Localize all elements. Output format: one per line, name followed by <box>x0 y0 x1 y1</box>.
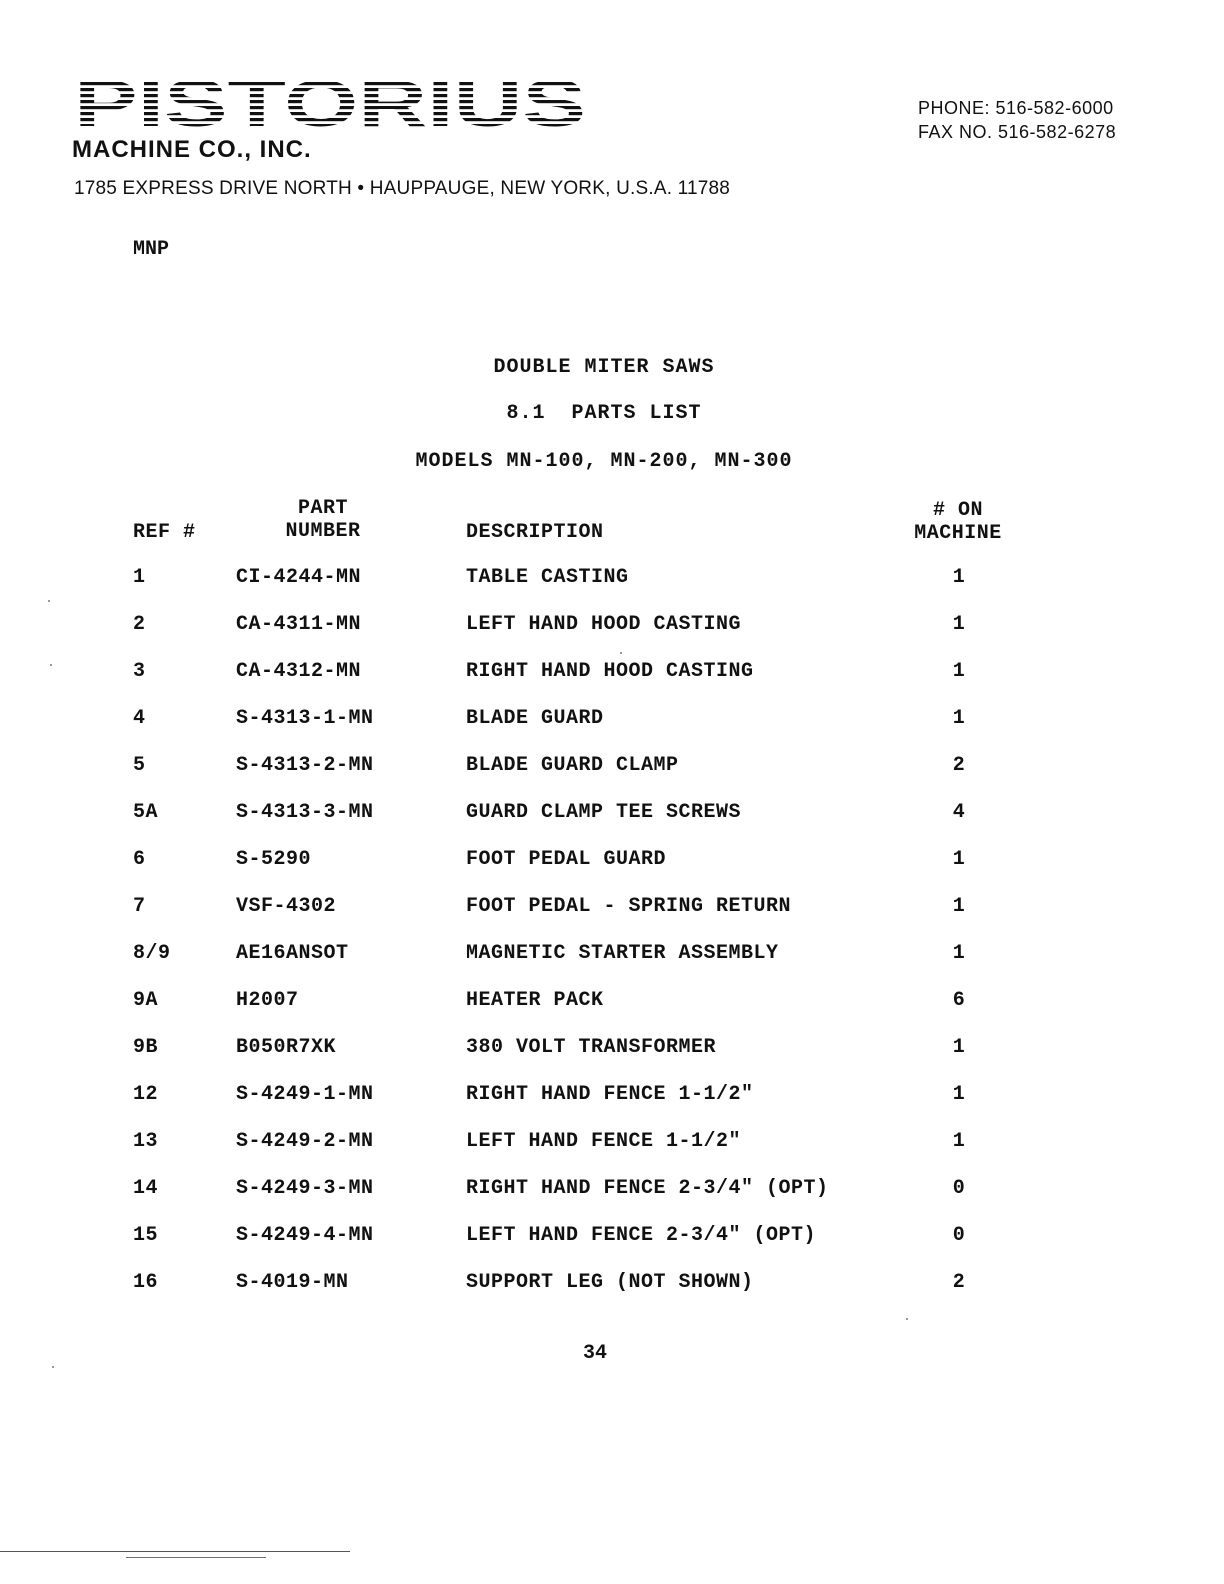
cell-description: RIGHT HAND FENCE 2-3/4" (OPT) <box>466 1177 829 1200</box>
cell-part-number: S-4313-2-MN <box>236 754 374 777</box>
column-header-quantity <box>900 499 1016 545</box>
cell-part-number: S-4249-4-MN <box>236 1224 374 1247</box>
cell-quantity: 1 <box>952 895 966 918</box>
cell-ref: 7 <box>133 895 146 918</box>
cell-part-number: AE16ANSOT <box>236 942 349 965</box>
cell-part-number: S-5290 <box>236 848 312 871</box>
column-header-qty-line2: MACHINE <box>914 522 1002 545</box>
cell-ref: 15 <box>133 1224 159 1247</box>
scan-speck <box>620 652 622 654</box>
cell-ref: 5 <box>133 754 146 777</box>
cell-description: LEFT HAND FENCE 2-3/4" (OPT) <box>466 1224 817 1247</box>
cell-part-number: S-4249-1-MN <box>236 1083 374 1106</box>
document-title: DOUBLE MITER SAWS <box>493 356 715 379</box>
table-row <box>0 707 1224 754</box>
cell-quantity: 1 <box>952 707 966 730</box>
table-row <box>0 566 1224 613</box>
scan-speck <box>906 1318 908 1320</box>
cell-description: GUARD CLAMP TEE SCREWS <box>466 801 742 824</box>
cell-part-number: S-4313-3-MN <box>236 801 374 824</box>
company-address: 1785 EXPRESS DRIVE NORTH • HAUPPAUGE, NEW YORK, U.S.A. 11788 <box>74 178 731 199</box>
cell-part-number: S-4249-3-MN <box>236 1177 374 1200</box>
column-header-part-line2: NUMBER <box>285 520 361 543</box>
section-heading: 8.1 PARTS LIST <box>506 402 702 425</box>
cell-quantity: 1 <box>952 1130 966 1153</box>
cell-part-number: H2007 <box>236 989 299 1012</box>
scan-speck <box>48 600 50 602</box>
cell-quantity: 6 <box>952 989 966 1012</box>
cell-description: FOOT PEDAL GUARD <box>466 848 667 871</box>
company-subtitle: MACHINE CO., INC. <box>72 136 312 163</box>
cell-description: LEFT HAND HOOD CASTING <box>466 613 742 636</box>
cell-description: MAGNETIC STARTER ASSEMBLY <box>466 942 779 965</box>
cell-quantity: 4 <box>952 801 966 824</box>
company-logo <box>74 76 586 130</box>
scan-speck <box>52 1366 54 1368</box>
table-row <box>0 1177 1224 1224</box>
table-row <box>0 660 1224 707</box>
table-row <box>0 942 1224 989</box>
cell-ref: 6 <box>133 848 146 871</box>
cell-description: BLADE GUARD <box>466 707 604 730</box>
cell-part-number: CA-4311-MN <box>236 613 362 636</box>
scan-speck <box>50 664 52 666</box>
cell-ref: 3 <box>133 660 146 683</box>
cell-ref: 4 <box>133 707 146 730</box>
page-number: 34 <box>582 1342 607 1365</box>
table-row <box>0 1271 1224 1318</box>
cell-quantity: 2 <box>952 754 966 777</box>
cell-quantity: 1 <box>952 1083 966 1106</box>
cell-quantity: 0 <box>952 1224 966 1247</box>
column-header-ref: REF # <box>133 521 196 544</box>
cell-ref: 5A <box>133 801 159 824</box>
cell-part-number: S-4019-MN <box>236 1271 349 1294</box>
cell-part-number: B050R7XK <box>236 1036 337 1059</box>
cell-ref: 2 <box>133 613 146 636</box>
column-header-qty-line1: # ON <box>932 499 983 522</box>
cell-description: LEFT HAND FENCE 1-1/2" <box>466 1130 742 1153</box>
scan-edge-line <box>0 1551 350 1552</box>
cell-ref: 12 <box>133 1083 159 1106</box>
cell-part-number: S-4249-2-MN <box>236 1130 374 1153</box>
table-row <box>0 1224 1224 1271</box>
cell-description: HEATER PACK <box>466 989 604 1012</box>
cell-part-number: VSF-4302 <box>236 895 337 918</box>
table-row <box>0 613 1224 660</box>
cell-description: BLADE GUARD CLAMP <box>466 754 679 777</box>
cell-description: SUPPORT LEG (NOT SHOWN) <box>466 1271 754 1294</box>
column-header-part-line1: PART <box>297 497 348 520</box>
cell-quantity: 1 <box>952 1036 966 1059</box>
table-row <box>0 754 1224 801</box>
svg-text:PISTORIUS: PISTORIUS <box>74 76 586 130</box>
scan-edge-line-blue <box>126 1557 266 1558</box>
table-row <box>0 895 1224 942</box>
cell-ref: 14 <box>133 1177 159 1200</box>
table-row <box>0 801 1224 848</box>
cell-quantity: 1 <box>952 942 966 965</box>
cell-quantity: 1 <box>952 566 966 589</box>
table-row <box>0 848 1224 895</box>
cell-ref: 8/9 <box>133 942 171 965</box>
table-row <box>0 1036 1224 1083</box>
fax-number: FAX NO. 516-582-6278 <box>918 122 1117 142</box>
cell-quantity: 1 <box>952 660 966 683</box>
cell-ref: 1 <box>133 566 146 589</box>
document-code: MNP <box>133 238 170 261</box>
cell-quantity: 2 <box>952 1271 966 1294</box>
cell-description: RIGHT HAND HOOD CASTING <box>466 660 754 683</box>
cell-ref: 13 <box>133 1130 159 1153</box>
cell-description: TABLE CASTING <box>466 566 629 589</box>
parts-table <box>0 566 1224 1318</box>
cell-description: 380 VOLT TRANSFORMER <box>466 1036 717 1059</box>
cell-ref: 9A <box>133 989 159 1012</box>
cell-ref: 16 <box>133 1271 159 1294</box>
table-row <box>0 1130 1224 1177</box>
cell-part-number: CI-4244-MN <box>236 566 362 589</box>
table-row <box>0 1083 1224 1130</box>
cell-part-number: S-4313-1-MN <box>236 707 374 730</box>
table-row <box>0 989 1224 1036</box>
phone-number: PHONE: 516-582-6000 <box>918 98 1114 118</box>
cell-ref: 9B <box>133 1036 159 1059</box>
column-header-description: DESCRIPTION <box>466 521 604 544</box>
cell-quantity: 1 <box>952 848 966 871</box>
cell-description: FOOT PEDAL - SPRING RETURN <box>466 895 792 918</box>
cell-description: RIGHT HAND FENCE 1-1/2" <box>466 1083 754 1106</box>
models-line: MODELS MN-100, MN-200, MN-300 <box>415 450 793 473</box>
cell-part-number: CA-4312-MN <box>236 660 362 683</box>
cell-quantity: 1 <box>952 613 966 636</box>
column-header-part-number <box>268 497 378 543</box>
cell-quantity: 0 <box>952 1177 966 1200</box>
contact-block <box>918 96 1116 144</box>
